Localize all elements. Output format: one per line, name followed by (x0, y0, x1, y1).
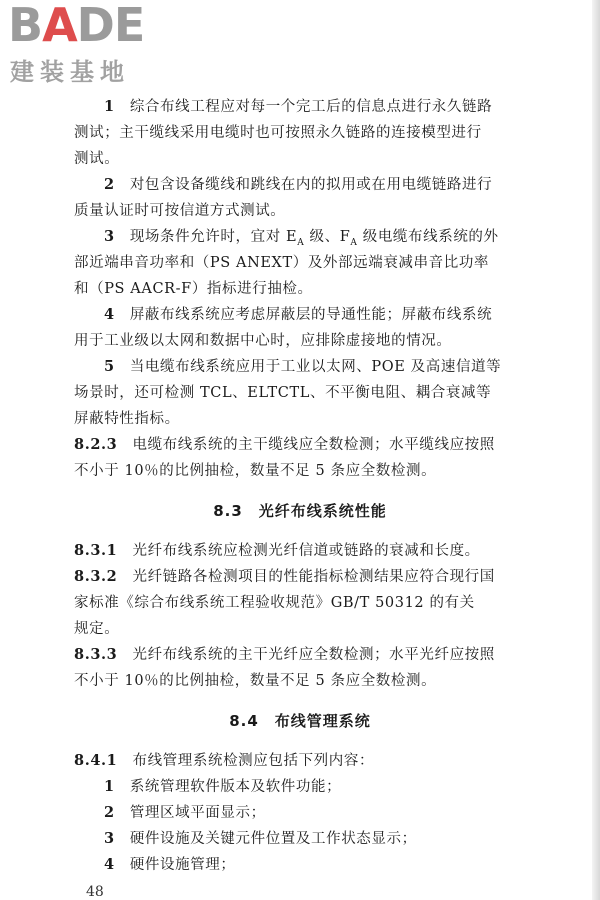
paragraph-line: 4 屏蔽布线系统应考虑屏蔽层的导通性能；屏蔽布线系统 (104, 306, 493, 323)
list-item: 4 硬件设施管理； (104, 856, 236, 873)
paragraph-line: 规定。 (74, 621, 120, 637)
clause-8-2-3: 8.2.3 电缆布线系统的主干缆线应全数检测；水平缆线应按照 (74, 436, 495, 453)
paragraph-line: 不小于 10％的比例抽检，数量不足 5 条应全数检测。 (74, 463, 437, 479)
paragraph-line: 质量认证时可按信道方式测试。 (74, 203, 286, 219)
logo-subtitle: 建装基地 (10, 58, 130, 86)
page-number: 48 (86, 884, 104, 900)
section-heading-8-3: 8.3 光纤布线系统性能 (213, 502, 387, 520)
paragraph-line: 测试。 (74, 151, 120, 167)
section-heading-8-4: 8.4 布线管理系统 (229, 712, 371, 730)
paragraph-line: 用于工业级以太网和数据中心时，应排除虚接地的情况。 (74, 333, 452, 349)
paragraph-line: 2 对包含设备缆线和跳线在内的拟用或在用电缆链路进行 (104, 176, 493, 193)
paragraph-line: 1 综合布线工程应对每一个完工后的信息点进行永久链路 (104, 98, 493, 115)
clause-8-3-3: 8.3.3 光纤布线系统的主干光纤应全数检测；水平光纤应按照 (74, 646, 495, 663)
list-item: 1 系统管理软件版本及软件功能； (104, 778, 342, 795)
paragraph-line: 测试；主干缆线采用电缆时也可按照永久链路的连接模型进行 (74, 125, 482, 141)
paragraph-line: 家标准《综合布线系统工程验收规范》GB/T 50312 的有关 (74, 595, 475, 611)
clause-8-4-1: 8.4.1 布线管理系统检测应包括下列内容： (74, 752, 375, 769)
paragraph-line: 和（PS AACR-F）指标进行抽检。 (74, 281, 313, 297)
paragraph-line: 部近端串音功率和（PS ANEXT）及外部远端衰减串音比功率 (74, 255, 490, 271)
paragraph-line: 屏蔽特性指标。 (74, 411, 180, 427)
list-item: 2 管理区域平面显示； (104, 804, 266, 821)
clause-8-3-2: 8.3.2 光纤链路各检测项目的性能指标检测结果应符合现行国 (74, 568, 495, 585)
paragraph-line: 5 当电缆布线系统应用于工业以太网、POE 及高速信道等 (104, 358, 502, 375)
paragraph-line: 3 现场条件允许时，宜对 $E_A$ 级、$F_A$ 级电缆布线系统的外 (104, 228, 499, 248)
list-item: 3 硬件设施及关键元件位置及工作状态显示； (104, 830, 417, 847)
clause-8-3-1: 8.3.1 光纤布线系统应检测光纤信道或链路的衰减和长度。 (74, 542, 480, 559)
logo-wordmark: BADE (8, 0, 145, 52)
paragraph-line: 不小于 10％的比例抽检，数量不足 5 条应全数检测。 (74, 673, 437, 689)
paragraph-line: 场景时，还可检测 TCL、ELTCTL、不平衡电阻、耦合衰减等 (74, 385, 492, 401)
